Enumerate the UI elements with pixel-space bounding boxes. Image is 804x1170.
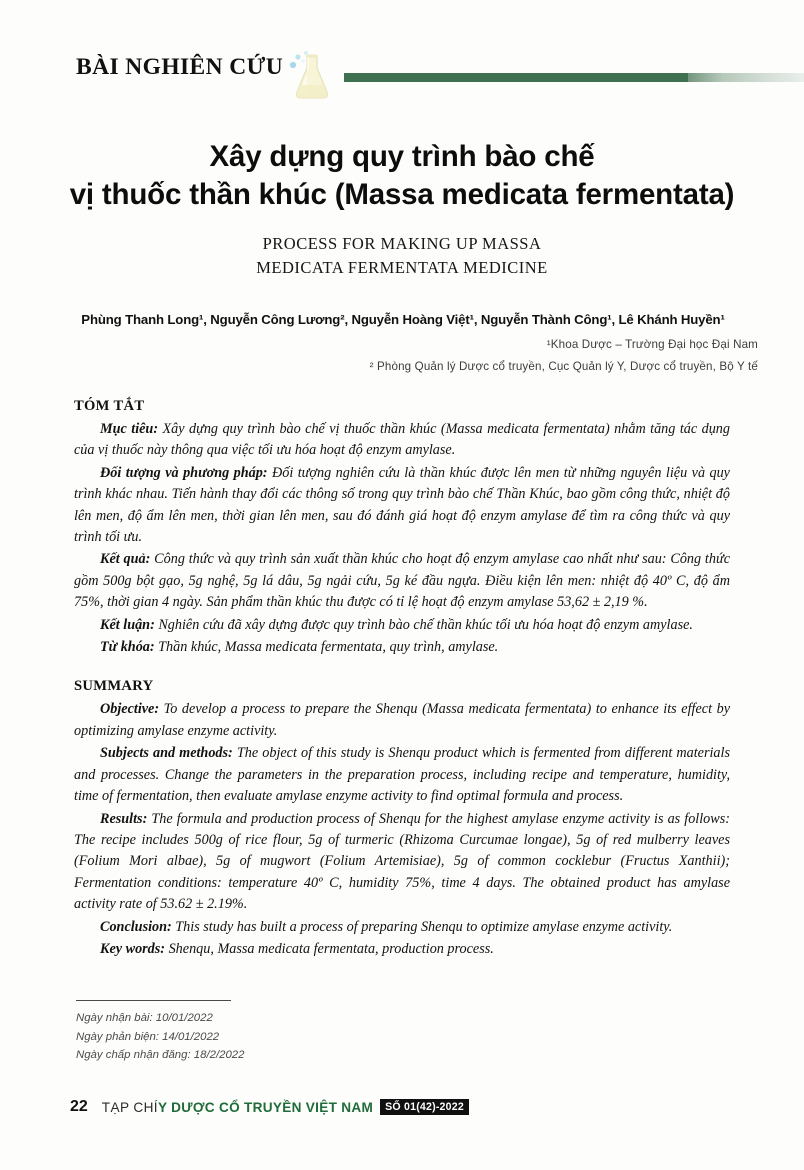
flask-icon: [282, 48, 338, 104]
text-ket-luan: Nghiên cứu đã xây dựng được quy trình bào chế thần khúc tối ưu hóa hoạt độ enzym amylase.: [154, 616, 693, 633]
journal-title: [102, 1100, 373, 1115]
text-key-words: Shenqu, Massa medicata fermentata, production process.: [165, 940, 494, 957]
text-muc-tieu: Xây dựng quy trình bào chế vị thuốc thần khúc (Massa medicata fermentata) nhằm tăng tác dụng của vị thuốc này thông qua việc tối ưu hóa hoạt độ enzym amylase.: [74, 421, 730, 459]
journal-prefix: TẠP CHÍ: [101, 1099, 158, 1115]
issue-badge: SỐ 01(42)-2022: [380, 1099, 469, 1116]
text-results: The formula and production process of Shenqu for the highest amylase enzyme activity is as follows: The recipe includes 500g of rice flour, 5g of turmeric (Rhizoma Curcumae longae), 5g of red mulberry leaves (Folium Mori albae), 5g of mugwort (Folium Artemisiae), 5g of common cocklebur (Fructus Xanthii); Fermentation conditions: temperature 40º C, humidity 75%, time 4 days. The obtained product has amylase activity rate of 53.62 ± 2.19%.: [74, 810, 730, 913]
abstract-vi-results: [74, 549, 730, 613]
abstract-vi-methods: [74, 463, 730, 549]
date-accepted: Ngày chấp nhận đăng: 18/2/2022: [76, 1049, 245, 1061]
submission-dates: [76, 1000, 244, 1065]
date-received: Ngày nhận bài: 10/01/2022: [76, 1012, 213, 1024]
abstract-vi-conclusion: [74, 615, 730, 636]
page-title-vi-line2: vị thuốc thần khúc (Massa medicata fermentata): [69, 178, 735, 211]
label-objective: Objective:: [100, 701, 160, 718]
affiliation-1: ¹Khoa Dược – Trường Đại học Đại Nam: [546, 338, 758, 351]
header-green-rule: [344, 73, 688, 82]
journal-name: Y DƯỢC CỔ TRUYỀN VIỆT NAM: [157, 1099, 374, 1115]
header-green-rule-fade: [688, 73, 804, 82]
page-footer: [70, 1098, 469, 1116]
abstract-vi-keywords: [74, 637, 730, 658]
label-subjects-methods: Subjects and methods:: [100, 745, 233, 762]
abstract-vi-objective: [74, 419, 730, 462]
abstract-en-keywords: [74, 939, 730, 960]
page-number: 22: [70, 1098, 88, 1115]
abstract-en-results: [74, 809, 730, 916]
abstract-vi-heading: TÓM TẮT: [74, 398, 145, 414]
text-subjects-methods: The object of this study is Shenqu product which is fermented from different materials and processes. Change the parameters in the preparation process, including recipe and temperature, humidity, time of fermentation, then evaluate amylase enzyme activity to find optimal formula and process.: [74, 745, 730, 805]
author-list: Phùng Thanh Long¹, Nguyễn Công Lương², Nguyễn Hoàng Việt¹, Nguyễn Thành Công¹, Lê Khánh Huyền¹: [81, 312, 725, 327]
text-doi-tuong-phuong-phap: Đối tượng nghiên cứu là thần khúc được lên men từ những nguyên liệu và quy trình khác nhau. Tiến hành thay đổi các thông số trong quy trình bào chế Thần Khúc, bao gồm công thức, nhiệt độ lên men, độ ẩm lên men, thời gian lên men, sau đó đánh giá hoạt độ enzym amylase để tìm ra công thức và quy trình tối ưu.: [74, 464, 730, 546]
text-tu-khoa: Thần khúc, Massa medicata fermentata, quy trình, amylase.: [154, 639, 499, 656]
page-title-vi-line1: Xây dựng quy trình bào chế: [209, 140, 595, 173]
header-section-label: BÀI NGHIÊN CỨU: [76, 54, 284, 80]
abstract-en-objective: [74, 699, 730, 742]
label-results: Results:: [100, 810, 148, 827]
text-ket-qua: Công thức và quy trình sản xuất thần khúc cho hoạt độ enzym amylase cao nhất như sau: Công thức gồm 500g bột gạo, 5g nghệ, 5g lá dâu, 5g ngải cứu, 5g ké đầu ngựa. Điều kiện lên men: nhiệt độ 40º C, độ ẩm 75%, thời gian 4 ngày. Sản phẩm thần khúc thu được có tỉ lệ hoạt độ enzym amylase 53,62 ± 2,19 %.: [74, 551, 730, 611]
page-title-en: [40, 232, 764, 280]
page-header: [0, 52, 804, 108]
abstract-en-heading: SUMMARY: [74, 678, 154, 695]
text-conclusion: This study has built a process of preparing Shenqu to optimize amylase enzyme activity.: [171, 918, 673, 935]
abstract-en-conclusion: [74, 917, 730, 938]
label-doi-tuong-phuong-phap: Đối tượng và phương pháp:: [100, 464, 268, 481]
affiliation-2: ² Phòng Quản lý Dược cổ truyền, Cục Quản lý Y, Dược cổ truyền, Bộ Y tế: [369, 360, 758, 373]
abstract-body: [74, 398, 730, 961]
dates-divider: [76, 1000, 231, 1001]
page-title-vi: [40, 138, 764, 214]
label-muc-tieu: Mục tiêu:: [100, 421, 159, 437]
page-title-en-line1: PROCESS FOR MAKING UP MASSA: [262, 234, 542, 253]
label-ket-qua: Kết quả:: [100, 551, 151, 568]
text-objective: To develop a process to prepare the Shenqu (Massa medicata fermentata) to enhance its effect by optimizing amylase enzyme activity.: [74, 701, 730, 739]
abstract-en-methods: [74, 743, 730, 807]
label-key-words: Key words:: [100, 940, 166, 957]
page-title-en-line2: MEDICATA FERMENTATA MEDICINE: [256, 258, 548, 277]
label-tu-khoa: Từ khóa:: [100, 639, 155, 656]
title-block: [40, 138, 764, 280]
date-reviewed: Ngày phản biện: 14/01/2022: [76, 1030, 220, 1043]
label-ket-luan: Kết luận:: [100, 616, 155, 633]
label-conclusion: Conclusion:: [100, 918, 172, 935]
